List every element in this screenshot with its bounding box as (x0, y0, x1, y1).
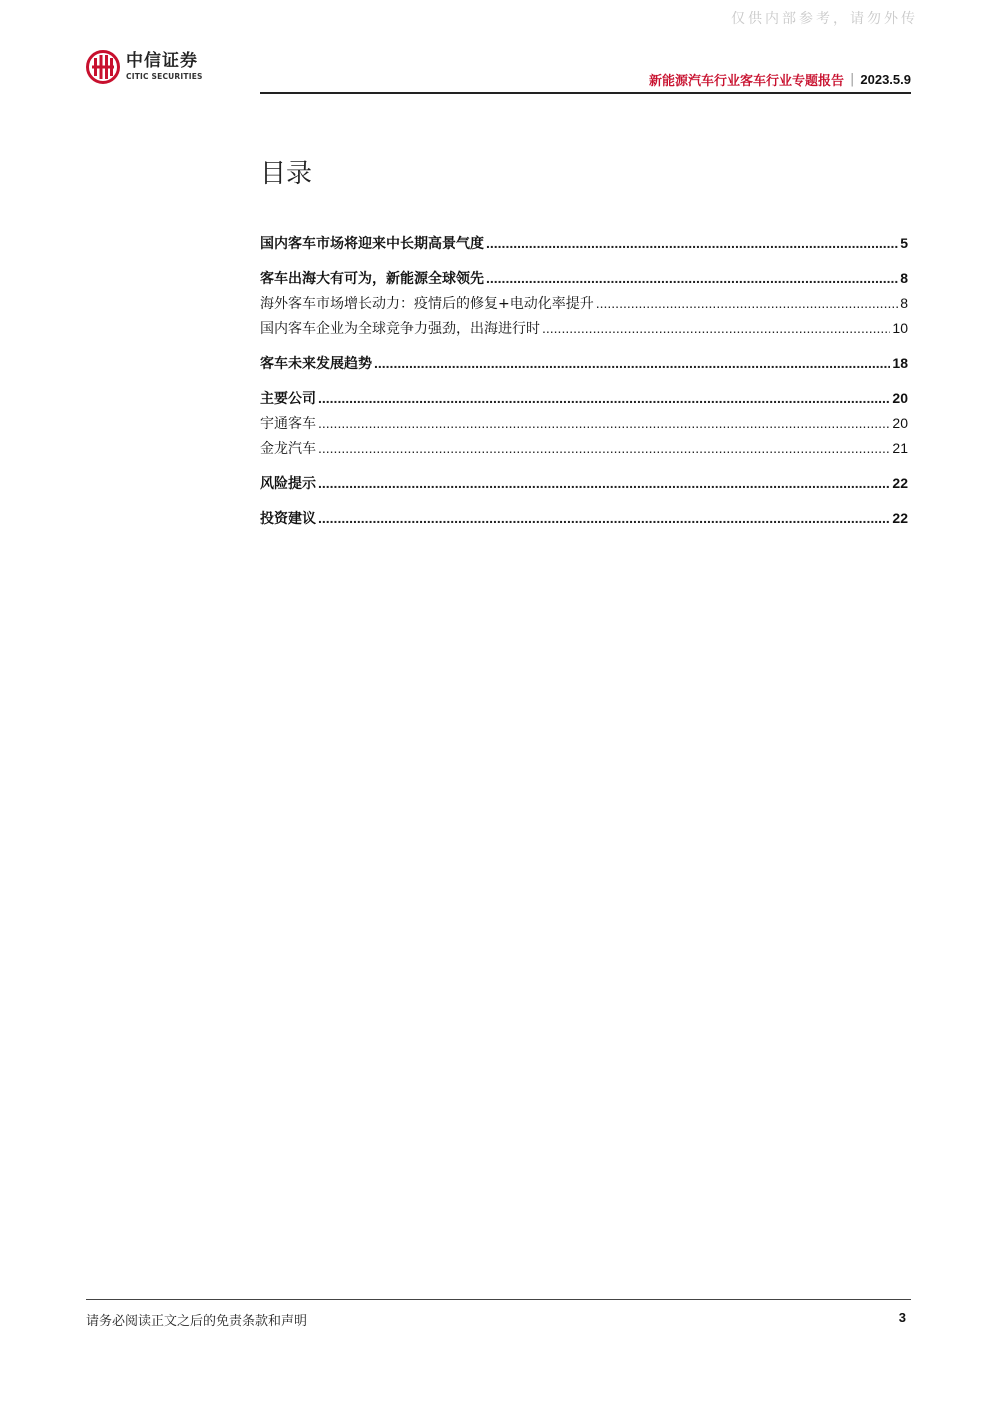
toc-heading: 目录 (260, 159, 313, 189)
toc-leader-dots (596, 291, 898, 316)
report-title: 新能源汽车行业客车行业专题报告 (648, 74, 844, 89)
toc-subentry[interactable] (260, 316, 908, 341)
citic-logo (86, 50, 203, 84)
header-separator: | (850, 72, 855, 87)
toc-entry-page: 20 (892, 390, 908, 406)
toc-entry-label: 宇通客车 (260, 416, 316, 432)
toc-leader-dots (318, 471, 890, 496)
footer-disclaimer: 请务必阅读正文之后的免责条款和声明 (86, 1314, 308, 1329)
header-divider (260, 92, 911, 94)
toc-entry-label: 主要公司 (260, 391, 316, 407)
toc-leader-dots (318, 411, 890, 436)
footer-divider (86, 1299, 911, 1300)
report-date: 2023.5.9 (860, 72, 911, 87)
watermark-text: 仅供内部参考，请勿外传 (731, 11, 918, 27)
toc-entry-label: 客车未来发展趋势 (260, 356, 372, 372)
table-of-contents (260, 231, 908, 531)
toc-entry-label: 风险提示 (260, 476, 316, 492)
toc-entry-label: 国内客车市场将迎来中长期高景气度 (260, 236, 484, 252)
toc-entry-page: 22 (892, 475, 908, 491)
toc-entry-page: 21 (892, 440, 908, 456)
toc-leader-dots (318, 436, 890, 461)
toc-entry-label: 海外客车市场增长动力：疫情后的修复+电动化率提升 (260, 296, 594, 312)
toc-entry-page: 22 (892, 510, 908, 526)
toc-leader-dots (318, 506, 890, 531)
page-number: 3 (898, 1310, 906, 1325)
toc-entry[interactable] (260, 266, 908, 291)
toc-entry-label: 金龙汽车 (260, 441, 316, 457)
toc-entry-page: 18 (892, 355, 908, 371)
toc-subentry[interactable] (260, 411, 908, 436)
toc-entry[interactable] (260, 231, 908, 256)
toc-entry[interactable] (260, 351, 908, 376)
citic-emblem-icon (86, 50, 120, 84)
toc-entry-page: 8 (900, 270, 908, 286)
report-header (260, 70, 911, 89)
toc-subentry[interactable] (260, 291, 908, 316)
toc-leader-dots (486, 266, 898, 291)
toc-entry-page: 20 (892, 415, 908, 431)
toc-entry[interactable] (260, 386, 908, 411)
toc-entry[interactable] (260, 506, 908, 531)
toc-entry[interactable] (260, 471, 908, 496)
toc-entry-label: 国内客车企业为全球竞争力强劲，出海进行时 (260, 321, 540, 337)
logo-name-cn: 中信证券 (126, 51, 198, 72)
toc-subentry[interactable] (260, 436, 908, 461)
toc-leader-dots (374, 351, 890, 376)
toc-entry-page: 5 (900, 235, 908, 251)
toc-entry-label: 客车出海大有可为，新能源全球领先 (260, 271, 484, 287)
toc-entry-label: 投资建议 (260, 511, 316, 527)
toc-entry-page: 10 (892, 320, 908, 336)
toc-leader-dots (542, 316, 890, 341)
toc-entry-page: 8 (900, 295, 908, 311)
toc-leader-dots (318, 386, 890, 411)
logo-name-en: CITIC SECURITIES (126, 72, 203, 82)
toc-leader-dots (486, 231, 898, 256)
